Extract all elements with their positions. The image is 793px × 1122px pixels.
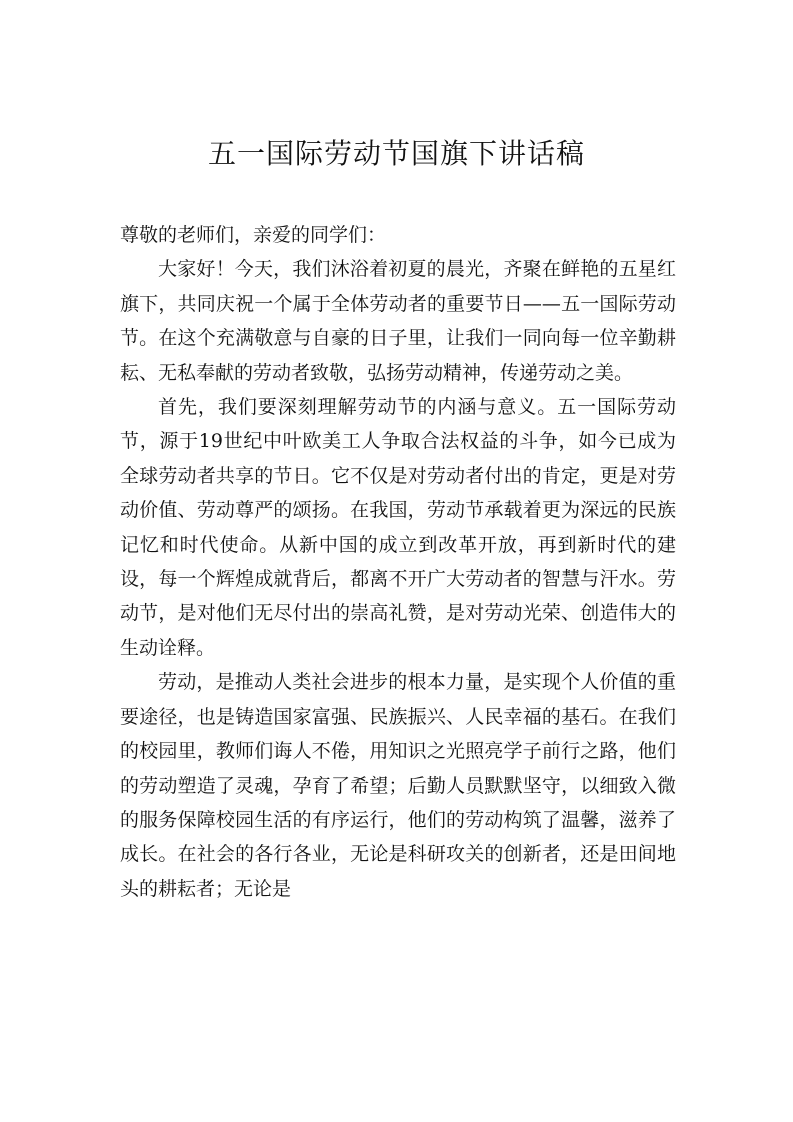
salutation: 尊敬的老师们，亲爱的同学们： (120, 224, 387, 246)
document-title: 五一国际劳动节国旗下讲话稿 (207, 137, 585, 170)
document-body (120, 218, 676, 906)
paragraph-meaning: 首先，我们要深刻理解劳动节的内涵与意义。五一国际劳动节，源于19世纪中叶欧美工人争取合法权益的斗争，如今已成为全球劳动者共享的节日。它不仅是对劳动者付出的肯定，更是对劳动价值、劳动尊严的颂扬。在我国，劳动节承载着更为深远的民族记忆和时代使命。从新中国的成立到改革开放，再到新时代的建设，每一个辉煌成就背后，都离不开广大劳动者的智慧与汗水。劳动节，是对他们无尽付出的崇高礼赞，是对劳动光荣、创造伟大的生动诠释。 (120, 396, 676, 659)
paragraph-labor-value: 劳动，是推动人类社会进步的根本力量，是实现个人价值的重要途径，也是铸造国家富强、民族振兴、人民幸福的基石。在我们的校园里，教师们诲人不倦，用知识之光照亮学子前行之路，他们的劳动塑造了灵魂，孕育了希望；后勤人员默默坚守，以细致入微的服务保障校园生活的有序运行，他们的劳动构筑了温馨，滋养了成长。在社会的各行各业，无论是科研攻关的创新者，还是田间地头的耕耘者；无论是 (120, 671, 676, 900)
paragraph-greeting: 大家好！今天，我们沐浴着初夏的晨光，齐聚在鲜艳的五星红旗下，共同庆祝一个属于全体劳动者的重要节日——五一国际劳动节。在这个充满敬意与自豪的日子里，让我们一同向每一位辛勤耕耘、无私奉献的劳动者致敬，弘扬劳动精神，传递劳动之美。 (120, 258, 676, 384)
